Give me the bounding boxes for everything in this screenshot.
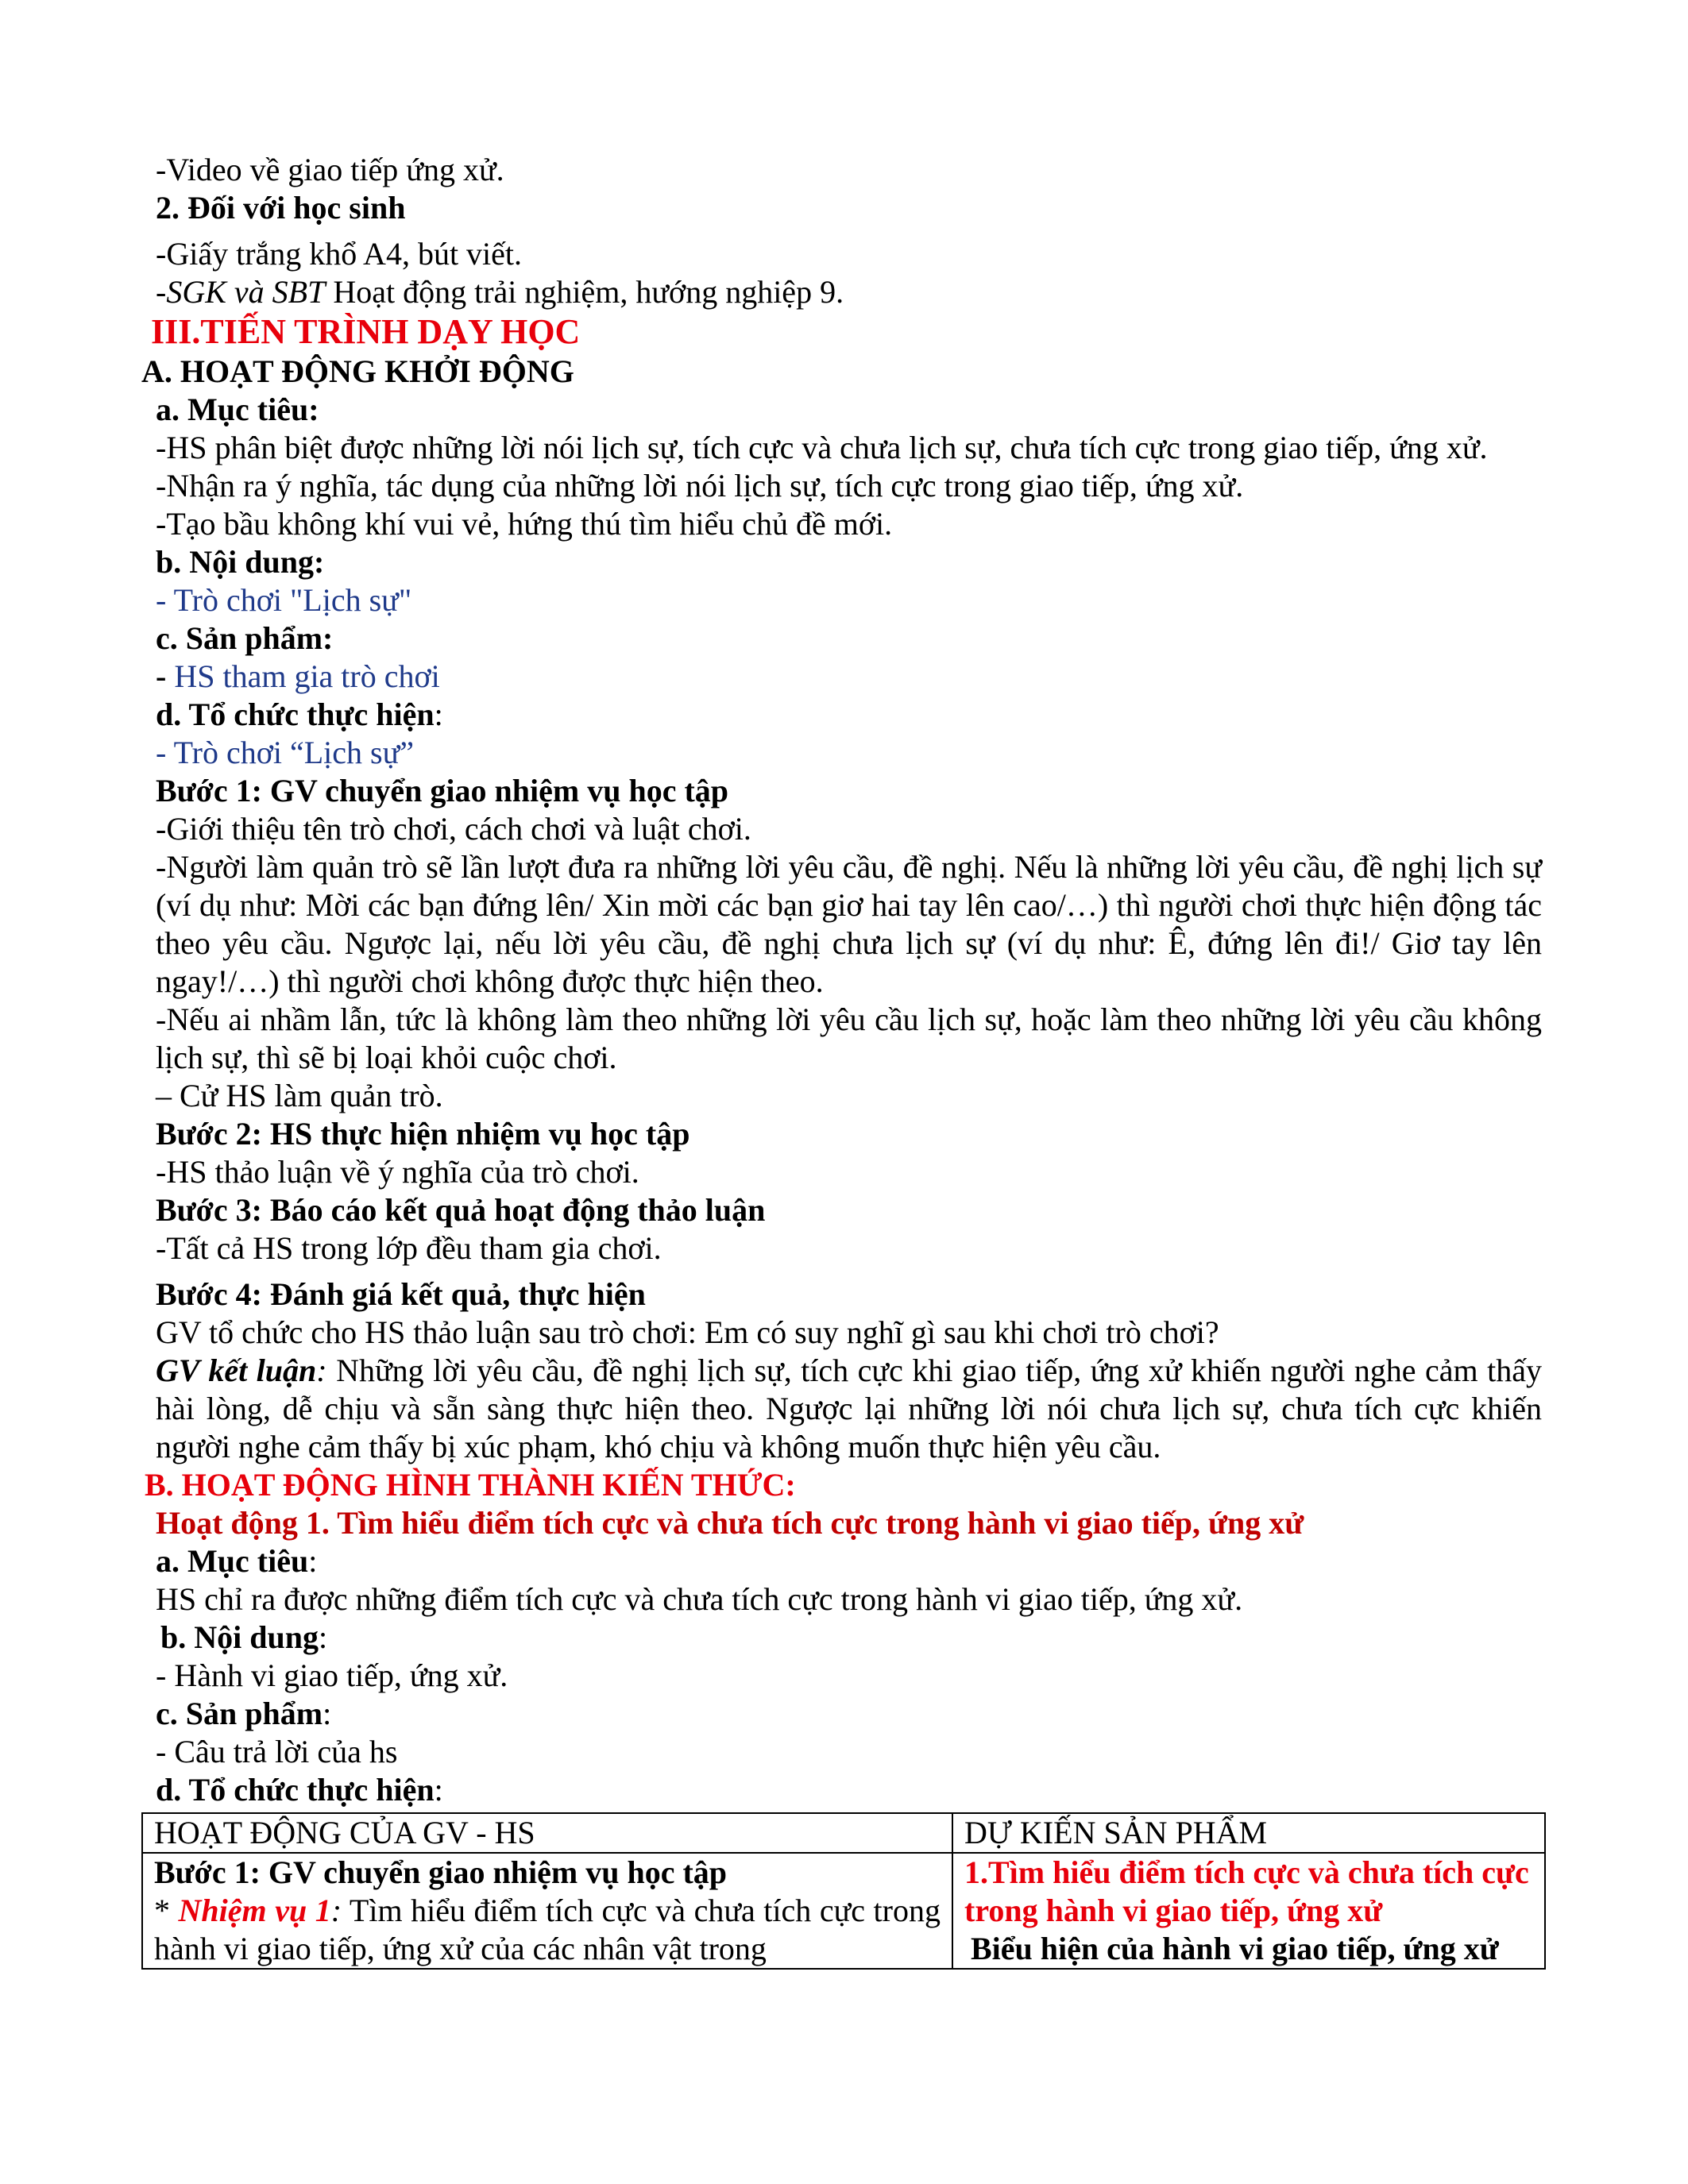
b-san-pham: - Câu trả lời của hs: [156, 1734, 398, 1769]
b-muc-tieu: HS chỉ ra được những điểm tích cực và chưa tích cực trong hành vi giao tiếp, ứng xử.: [156, 1581, 1243, 1617]
books-line: [156, 273, 1542, 311]
a-san-pham: HS tham gia trò chơi: [174, 658, 440, 694]
a-buoc3-1: -Tất cả HS trong lớp đều tham gia chơi.: [156, 1230, 662, 1266]
activity-table: [141, 1812, 1546, 1970]
b-muc-tieu-label: a. Mục tiêu: [156, 1543, 309, 1579]
a-buoc1-2: -Người làm quản trò sẽ lần lượt đưa ra những lời yêu cầu, đề nghị. Nếu là những lời yêu cầu, đề nghị lịch sự (ví dụ như: Mời các bạn đứng lên/ Xin mời các bạn giơ hai tay lên cao/…) thì người chơi thực hiện động tác theo yêu cầu. Ngược lại, nếu lời yêu cầu, đề nghị chưa lịch sự (ví dụ như: Ê, đứng lên đi!/ Giơ tay lên ngay!/…) thì người chơi không được thực hiện theo.: [156, 849, 1542, 999]
a-to-chuc: - Trò chơi “Lịch sự”: [156, 735, 415, 770]
b-san-pham-colon: :: [323, 1696, 332, 1731]
a-buoc1-1: -Giới thiệu tên trò chơi, cách chơi và luật chơi.: [156, 811, 751, 847]
table-right-sub: Biểu hiện của hành vi giao tiếp, ứng xử: [971, 1931, 1499, 1966]
table-left-task: [154, 1892, 941, 1968]
a-muc-tieu-1: -HS phân biệt được những lời nói lịch sự, tích cực và chưa lịch sự, chưa tích cực trong giao tiếp, ứng xử.: [156, 430, 1488, 465]
a-san-pham-line: [156, 658, 1542, 696]
sectionA-title: A. HOẠT ĐỘNG KHỞI ĐỘNG: [141, 353, 574, 389]
b-to-chuc-colon: :: [434, 1772, 443, 1808]
a-ket-luan: Những lời yêu cầu, đề nghị lịch sự, tích cực khi giao tiếp, ứng xử khiến người nghe cảm thấy hài lòng, dễ chịu và sẵn sàng thực hiện theo. Ngược lại những lời nói chưa lịch sự, chưa tích cực khiến người nghe cảm thấy bị xúc phạm, khó chịu và không muốn thực hiện yêu cầu.: [156, 1352, 1542, 1464]
paper-line: -Giấy trắng khổ A4, bút viết.: [156, 236, 523, 272]
task-colon: :: [330, 1893, 342, 1928]
b-noi-dung-line: [156, 1619, 1542, 1657]
a-buoc1: Bước 1: GV chuyển giao nhiệm vụ học tập: [156, 773, 729, 808]
a-buoc3: Bước 3: Báo cáo kết quả hoạt động thảo luận: [156, 1192, 766, 1228]
a-buoc4: Bước 4: Đánh giá kết quả, thực hiện: [156, 1276, 646, 1312]
a-to-chuc-colon: :: [434, 696, 443, 732]
b-san-pham-label: c. Sản phẩm: [156, 1696, 323, 1731]
b-muc-tieu-colon: :: [308, 1543, 318, 1579]
b-muc-tieu-line: [156, 1542, 1542, 1580]
table-header-left-text: HOẠT ĐỘNG CỦA GV - HS: [154, 1815, 535, 1850]
table-cell-right: [952, 1853, 1545, 1969]
a-muc-tieu-3: -Tạo bầu không khí vui vẻ, hứng thú tìm hiểu chủ đề mới.: [156, 506, 893, 542]
b-noi-dung-colon: :: [318, 1619, 328, 1655]
document-page: [141, 151, 1542, 1970]
task-star: *: [154, 1893, 179, 1928]
table-cell-left: [142, 1853, 952, 1969]
a-buoc1-4: – Cử HS làm quản trò.: [156, 1078, 443, 1113]
table-right-title: 1.Tìm hiểu điểm tích cực và chưa tích cực trong hành vi giao tiếp, ứng xử: [964, 1854, 1529, 1928]
a-ket-luan-label: GV kết luận: [156, 1352, 317, 1388]
student-heading: 2. Đối với học sinh: [156, 190, 406, 226]
sectionB-title: B. HOẠT ĐỘNG HÌNH THÀNH KIẾN THỨC:: [145, 1467, 796, 1503]
b-san-pham-line: [156, 1695, 1542, 1733]
a-san-pham-dash: -: [156, 658, 175, 694]
books-rest: Hoạt động trải nghiệm, hướng nghiệp 9.: [325, 274, 844, 310]
section3-title: III.TIẾN TRÌNH DẠY HỌC: [151, 312, 581, 351]
table-header-row: [142, 1813, 1545, 1853]
a-buoc2-1: -HS thảo luận về ý nghĩa của trò chơi.: [156, 1154, 639, 1190]
video-line: -Video về giao tiếp ứng xử.: [156, 152, 504, 187]
a-noi-dung-label: b. Nội dung:: [156, 544, 325, 580]
a-buoc1-3: -Nếu ai nhầm lẫn, tức là không làm theo những lời yêu cầu lịch sự, hoặc làm theo những lời yêu cầu không lịch sự, thì sẽ bị loại khỏi cuộc chơi.: [156, 1001, 1542, 1075]
a-to-chuc-label: d. Tổ chức thực hiện: [156, 696, 435, 732]
b-noi-dung-label: b. Nội dung: [160, 1619, 319, 1655]
books-italic: -SGK và SBT: [156, 274, 326, 310]
a-ket-luan-paragraph: [156, 1352, 1542, 1466]
b-to-chuc-line: [156, 1771, 1542, 1809]
a-ket-luan-colon: :: [316, 1352, 327, 1388]
a-buoc2: Bước 2: HS thực hiện nhiệm vụ học tập: [156, 1116, 690, 1152]
task-label: Nhiệm vụ 1: [178, 1893, 331, 1928]
a-muc-tieu-2: -Nhận ra ý nghĩa, tác dụng của những lời nói lịch sự, tích cực trong giao tiếp, ứng xử.: [156, 468, 1244, 504]
a-muc-tieu-label: a. Mục tiêu:: [156, 392, 319, 427]
task-text: Tìm hiểu điểm tích cực và chưa tích cực trong hành vi giao tiếp, ứng xử của các nhân vật trong: [154, 1893, 941, 1966]
table-header-right: [952, 1813, 1545, 1853]
table-header-right-text: DỰ KIẾN SẢN PHẨM: [964, 1815, 1268, 1850]
table-left-step: Bước 1: GV chuyển giao nhiệm vụ học tập: [154, 1854, 728, 1890]
a-noi-dung: - Trò chơi "Lịch sự": [156, 582, 412, 618]
table-row: [142, 1853, 1545, 1969]
b-to-chuc-label: d. Tổ chức thực hiện: [156, 1772, 435, 1808]
b-noi-dung: - Hành vi giao tiếp, ứng xử.: [156, 1657, 508, 1693]
a-san-pham-label: c. Sản phẩm:: [156, 620, 334, 656]
b-activity1: Hoạt động 1. Tìm hiểu điểm tích cực và chưa tích cực trong hành vi giao tiếp, ứng xử: [156, 1505, 1304, 1541]
table-header-left: [142, 1813, 952, 1853]
a-buoc4-1: GV tổ chức cho HS thảo luận sau trò chơi: Em có suy nghĩ gì sau khi chơi trò chơi?: [156, 1314, 1219, 1350]
a-to-chuc-line: [156, 696, 1542, 734]
